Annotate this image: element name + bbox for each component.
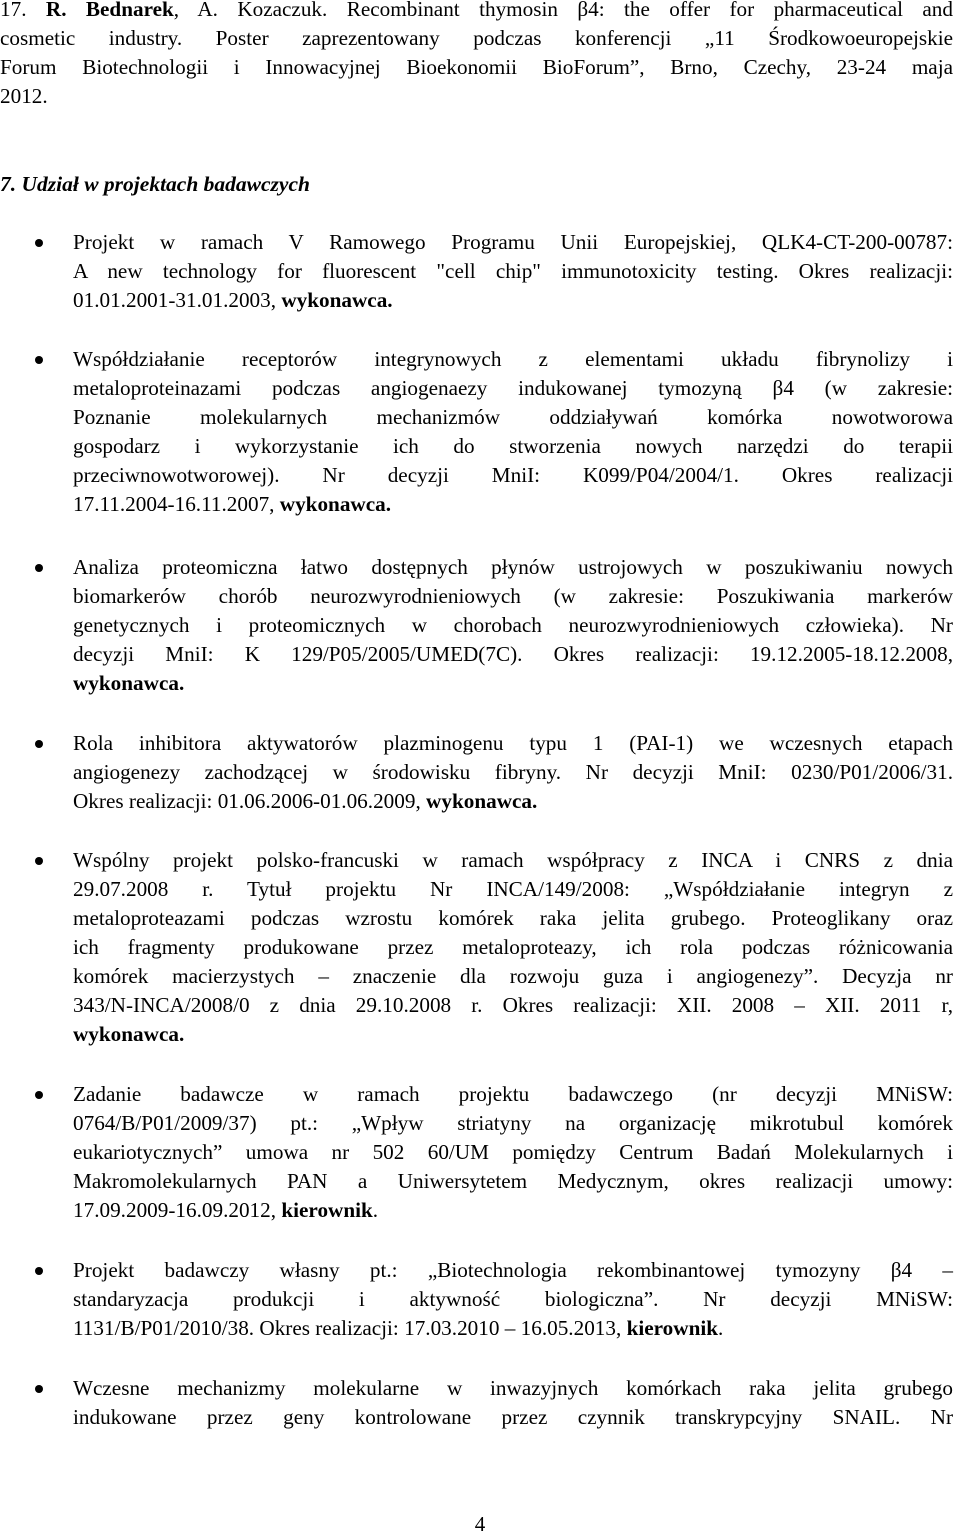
bullet-icon: [35, 1091, 43, 1099]
project-item: [0, 228, 953, 315]
project-text: [73, 846, 953, 1049]
reference-text: 17.: [0, 0, 46, 21]
project-item: [0, 345, 953, 519]
project-line-text: .: [372, 1198, 379, 1222]
project-item: [0, 1374, 953, 1432]
project-role: wykonawca.: [281, 288, 393, 312]
project-line: [73, 787, 953, 816]
project-line: metaloproteinazami podczas angiogenaezy indukowanej tymozyną β4 (w zakresie:: [73, 376, 953, 400]
project-line: komórek macierzystych – znaczenie dla rozwoju guza i angiogenezy”. Decyzja nr: [73, 964, 953, 988]
project-line: metaloproteazami podczas wzrostu komórek raka jelita grubego. Proteoglikany oraz: [73, 906, 953, 930]
project-line: 343/N-INCA/2008/0 z dnia 29.10.2008 r. Okres realizacji: XII. 2008 – XII. 2011 r,: [73, 993, 953, 1017]
project-role: kierownik: [626, 1316, 719, 1340]
project-text: [73, 553, 953, 698]
bullet-icon: [35, 857, 43, 865]
project-line: standaryzacja produkcji i aktywność biologiczna”. Nr decyzji MNiSW:: [73, 1287, 953, 1311]
project-text: [73, 1080, 953, 1225]
reference-line: cosmetic industry. Poster zaprezentowany podczas konferencji „11 Środkowoeuropejskie: [0, 26, 953, 50]
project-text: [73, 1256, 953, 1343]
project-line: [73, 669, 953, 698]
project-role: wykonawca.: [279, 492, 392, 516]
project-item: [0, 846, 953, 1049]
section-heading: 7. Udział w projektach badawczych: [0, 172, 310, 196]
project-line: [73, 490, 953, 519]
project-line: angiogenezy zachodzącej w środowisku fibryny. Nr decyzji MniI: 0230/P01/2006/31.: [73, 760, 953, 784]
project-role: wykonawca.: [73, 671, 185, 695]
project-line: 29.07.2008 r. Tytuł projektu Nr INCA/149/2008: „Współdziałanie integryn z: [73, 877, 953, 901]
project-line: decyzji MniI: K 129/P05/2005/UMED(7C). Okres realizacji: 19.12.2005-18.12.2008,: [73, 642, 953, 666]
project-line: A new technology for fluorescent "cell chip" immunotoxicity testing. Okres realizacji:: [73, 259, 953, 283]
bullet-icon: [35, 356, 43, 364]
project-text: [73, 1374, 953, 1432]
project-text: [73, 228, 953, 315]
project-role: wykonawca.: [73, 1022, 185, 1046]
project-line: Zadanie badawcze w ramach projektu badawczego (nr decyzji MNiSW:: [73, 1082, 953, 1106]
reference-text: , A. Kozaczuk. Recombinant thymosin β4: the offer for pharmaceutical and: [173, 0, 953, 21]
project-item: [0, 729, 953, 816]
project-line: Makromolekularnych PAN a Uniwersytetem Medycznym, okres realizacji umowy:: [73, 1169, 953, 1193]
project-line-text: Okres realizacji: 01.06.2006-01.06.2009,: [73, 789, 427, 813]
project-item: [0, 553, 953, 698]
project-line-text: .: [718, 1316, 724, 1340]
project-line: [73, 1314, 953, 1343]
project-line-text: 17.09.2009-16.09.2012,: [73, 1198, 282, 1222]
page-number: 4: [474, 1512, 486, 1536]
project-line: biomarkerów chorób neurozwyrodnieniowych (w zakresie: Poszukiwania markerów: [73, 584, 953, 608]
project-line: Poznanie molekularnych mechanizmów oddziaływań komórka nowotworowa: [73, 405, 953, 429]
project-line-text: 17.11.2004-16.11.2007,: [73, 492, 280, 516]
project-line-text: 01.01.2001-31.01.2003,: [73, 288, 282, 312]
project-line: Wczesne mechanizmy molekularne w inwazyjnych komórkach raka jelita grubego: [73, 1376, 953, 1400]
project-line: ich fragmenty produkowane przez metaloproteazy, ich rola podczas różnicowania: [73, 935, 953, 959]
reference-17: [0, 0, 953, 111]
project-line: przeciwnowotworowej). Nr decyzji MniI: K099/P04/2004/1. Okres realizacji: [73, 463, 953, 487]
bullet-icon: [35, 740, 43, 748]
bullet-icon: [35, 1267, 43, 1275]
project-line: Wspólny projekt polsko-francuski w ramach współpracy z INCA i CNRS z dnia: [73, 848, 953, 872]
project-line: eukariotycznych” umowa nr 502 60/UM pomiędzy Centrum Badań Molekularnych i: [73, 1140, 953, 1164]
bullet-icon: [35, 1385, 43, 1393]
project-line: Rola inhibitora aktywatorów plazminogenu typu 1 (PAI-1) we wczesnych etapach: [73, 731, 953, 755]
project-line: indukowane przez geny kontrolowane przez czynnik transkrypcyjny SNAIL. Nr: [73, 1405, 953, 1429]
project-text: [73, 729, 953, 816]
project-item: [0, 1256, 953, 1343]
project-line: [73, 1020, 953, 1049]
project-line: Projekt w ramach V Ramowego Programu Unii Europejskiej, QLK4-CT-200-00787:: [73, 230, 953, 254]
reference-line: 2012.: [0, 84, 48, 108]
project-line: 0764/B/P01/2009/37) pt.: „Wpływ striatyny na organizację mikrotubul komórek: [73, 1111, 953, 1135]
reference-author-bold: R. Bednarek: [45, 0, 174, 21]
reference-line: [0, 0, 953, 24]
project-line-text: 1131/B/P01/2010/38. Okres realizacji: 17.03.2010 – 16.05.2013,: [73, 1316, 627, 1340]
project-line: [73, 1196, 953, 1225]
project-line: genetycznych i proteomicznych w chorobach neurozwyrodnieniowych człowieka). Nr: [73, 613, 953, 637]
project-line: [73, 286, 953, 315]
project-line: Projekt badawczy własny pt.: „Biotechnologia rekombinantowej tymozyny β4 –: [73, 1258, 953, 1282]
bullet-icon: [35, 564, 43, 572]
project-line: gospodarz i wykorzystanie ich do stworzenia nowych narzędzi do terapii: [73, 434, 953, 458]
project-line: Analiza proteomiczna łatwo dostępnych płynów ustrojowych w poszukiwaniu nowych: [73, 555, 953, 579]
project-item: [0, 1080, 953, 1225]
project-role: kierownik: [281, 1198, 373, 1222]
bullet-icon: [35, 239, 43, 247]
reference-line: Forum Biotechnologii i Innowacyjnej Bioekonomii BioForum”, Brno, Czechy, 23-24 maja: [0, 55, 953, 79]
project-line: Współdziałanie receptorów integrynowych z elementami układu fibrynolizy i: [73, 347, 953, 371]
project-role: wykonawca.: [426, 789, 538, 813]
project-text: [73, 345, 953, 519]
